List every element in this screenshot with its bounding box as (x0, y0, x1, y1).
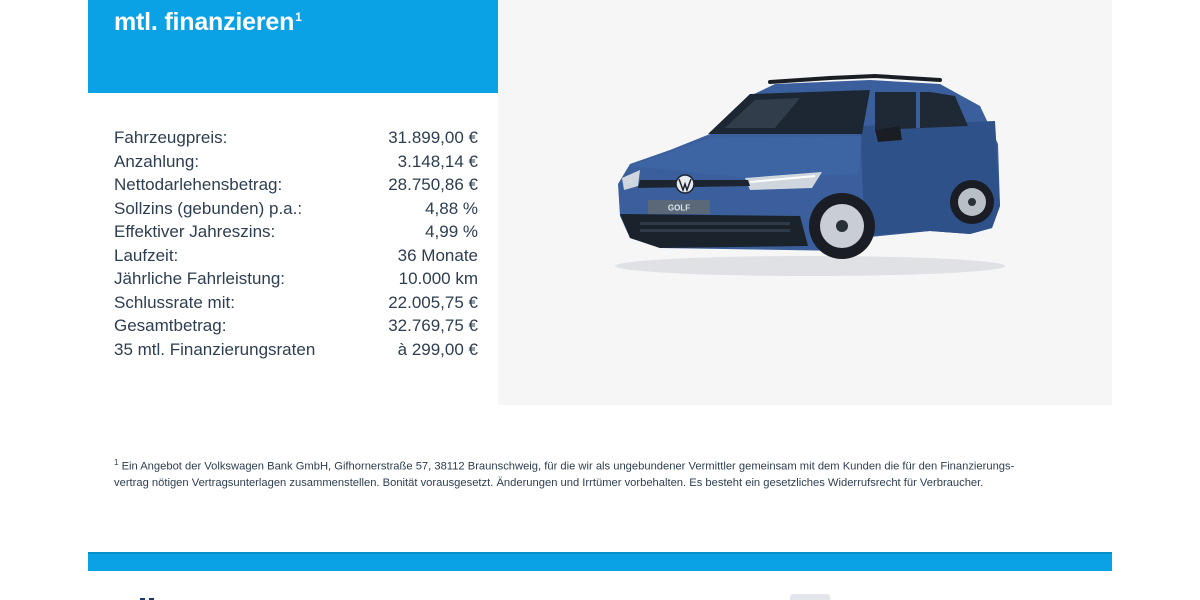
intake-slat (640, 229, 790, 232)
financing-row (114, 316, 478, 340)
financing-label: Laufzeit: (114, 245, 179, 265)
legal-footnote (114, 455, 1034, 491)
financing-value: 10.000 km (398, 269, 478, 288)
footnote-line-1 (114, 455, 1034, 475)
financing-table (114, 128, 478, 363)
financing-row (114, 222, 478, 246)
financing-value: 31.899,00 € (388, 128, 478, 147)
financing-label: Sollzins (gebunden) p.a.: (114, 198, 303, 218)
footnote-line-2: vertrag nötigen Vertragsunterlagen zusammenstellen. Bonität vorausgesetzt. Änderungen und Irrtümer vorbehalten. Es besteht ein gesetzliches Widerrufsrecht für Verbraucher. (114, 476, 984, 489)
financing-row (114, 340, 478, 364)
financing-row (114, 175, 478, 199)
financing-value: 32.769,75 € (388, 316, 478, 335)
financing-label: Schlussrate mit: (114, 292, 235, 312)
footer-bar-edge (88, 552, 1112, 554)
car-image (600, 66, 1010, 286)
financing-value: à 299,00 € (397, 339, 478, 359)
rear-hub (968, 198, 976, 206)
financing-row (114, 152, 478, 176)
financing-row (114, 128, 478, 152)
page-title-text: mtl. finanzieren (114, 8, 295, 36)
financing-row (114, 199, 478, 223)
financing-value: 22.005,75 € (388, 292, 478, 312)
financing-label: Jährliche Fahrleistung: (114, 269, 286, 288)
financing-label: Effektiver Jahreszins: (114, 222, 276, 241)
financing-row (114, 246, 478, 270)
footnote-marker: 1 (295, 9, 302, 24)
intake-slat (640, 222, 790, 225)
financing-row (114, 293, 478, 317)
financing-value: 28.750,86 € (388, 175, 478, 194)
financing-value: 4,88 % (425, 198, 478, 218)
financing-label: 35 mtl. Finanzierungsraten (114, 339, 316, 359)
car-illustration (600, 66, 1010, 286)
financing-value: 36 Monate (397, 245, 478, 265)
front-hub (836, 220, 848, 232)
footer-bar (88, 552, 1112, 571)
financing-label: Gesamtbetrag: (114, 316, 227, 335)
financing-value: 3.148,14 € (397, 151, 478, 171)
license-plate-text: GOLF (667, 203, 691, 213)
footnote-text: Ein Angebot der Volkswagen Bank GmbH, Gifhornerstraße 57, 38112 Braunschweig, für die wir als ungebundener Vermittler gemeinsam mit dem Kunden die für den Finanzierungs- (121, 460, 1015, 473)
financing-label: Nettodarlehensbetrag: (114, 175, 283, 194)
financing-label: Fahrzeugpreis: (114, 128, 228, 147)
car-shadow (615, 256, 1005, 276)
financing-label: Anzahlung: (114, 151, 200, 171)
side-window (875, 92, 968, 130)
dealer-logo (120, 594, 230, 600)
footnote-marker: 1 (114, 458, 119, 467)
partner-logo (790, 594, 830, 600)
page-title (114, 8, 302, 37)
financing-value: 4,99 % (425, 222, 478, 241)
financing-row (114, 269, 478, 293)
